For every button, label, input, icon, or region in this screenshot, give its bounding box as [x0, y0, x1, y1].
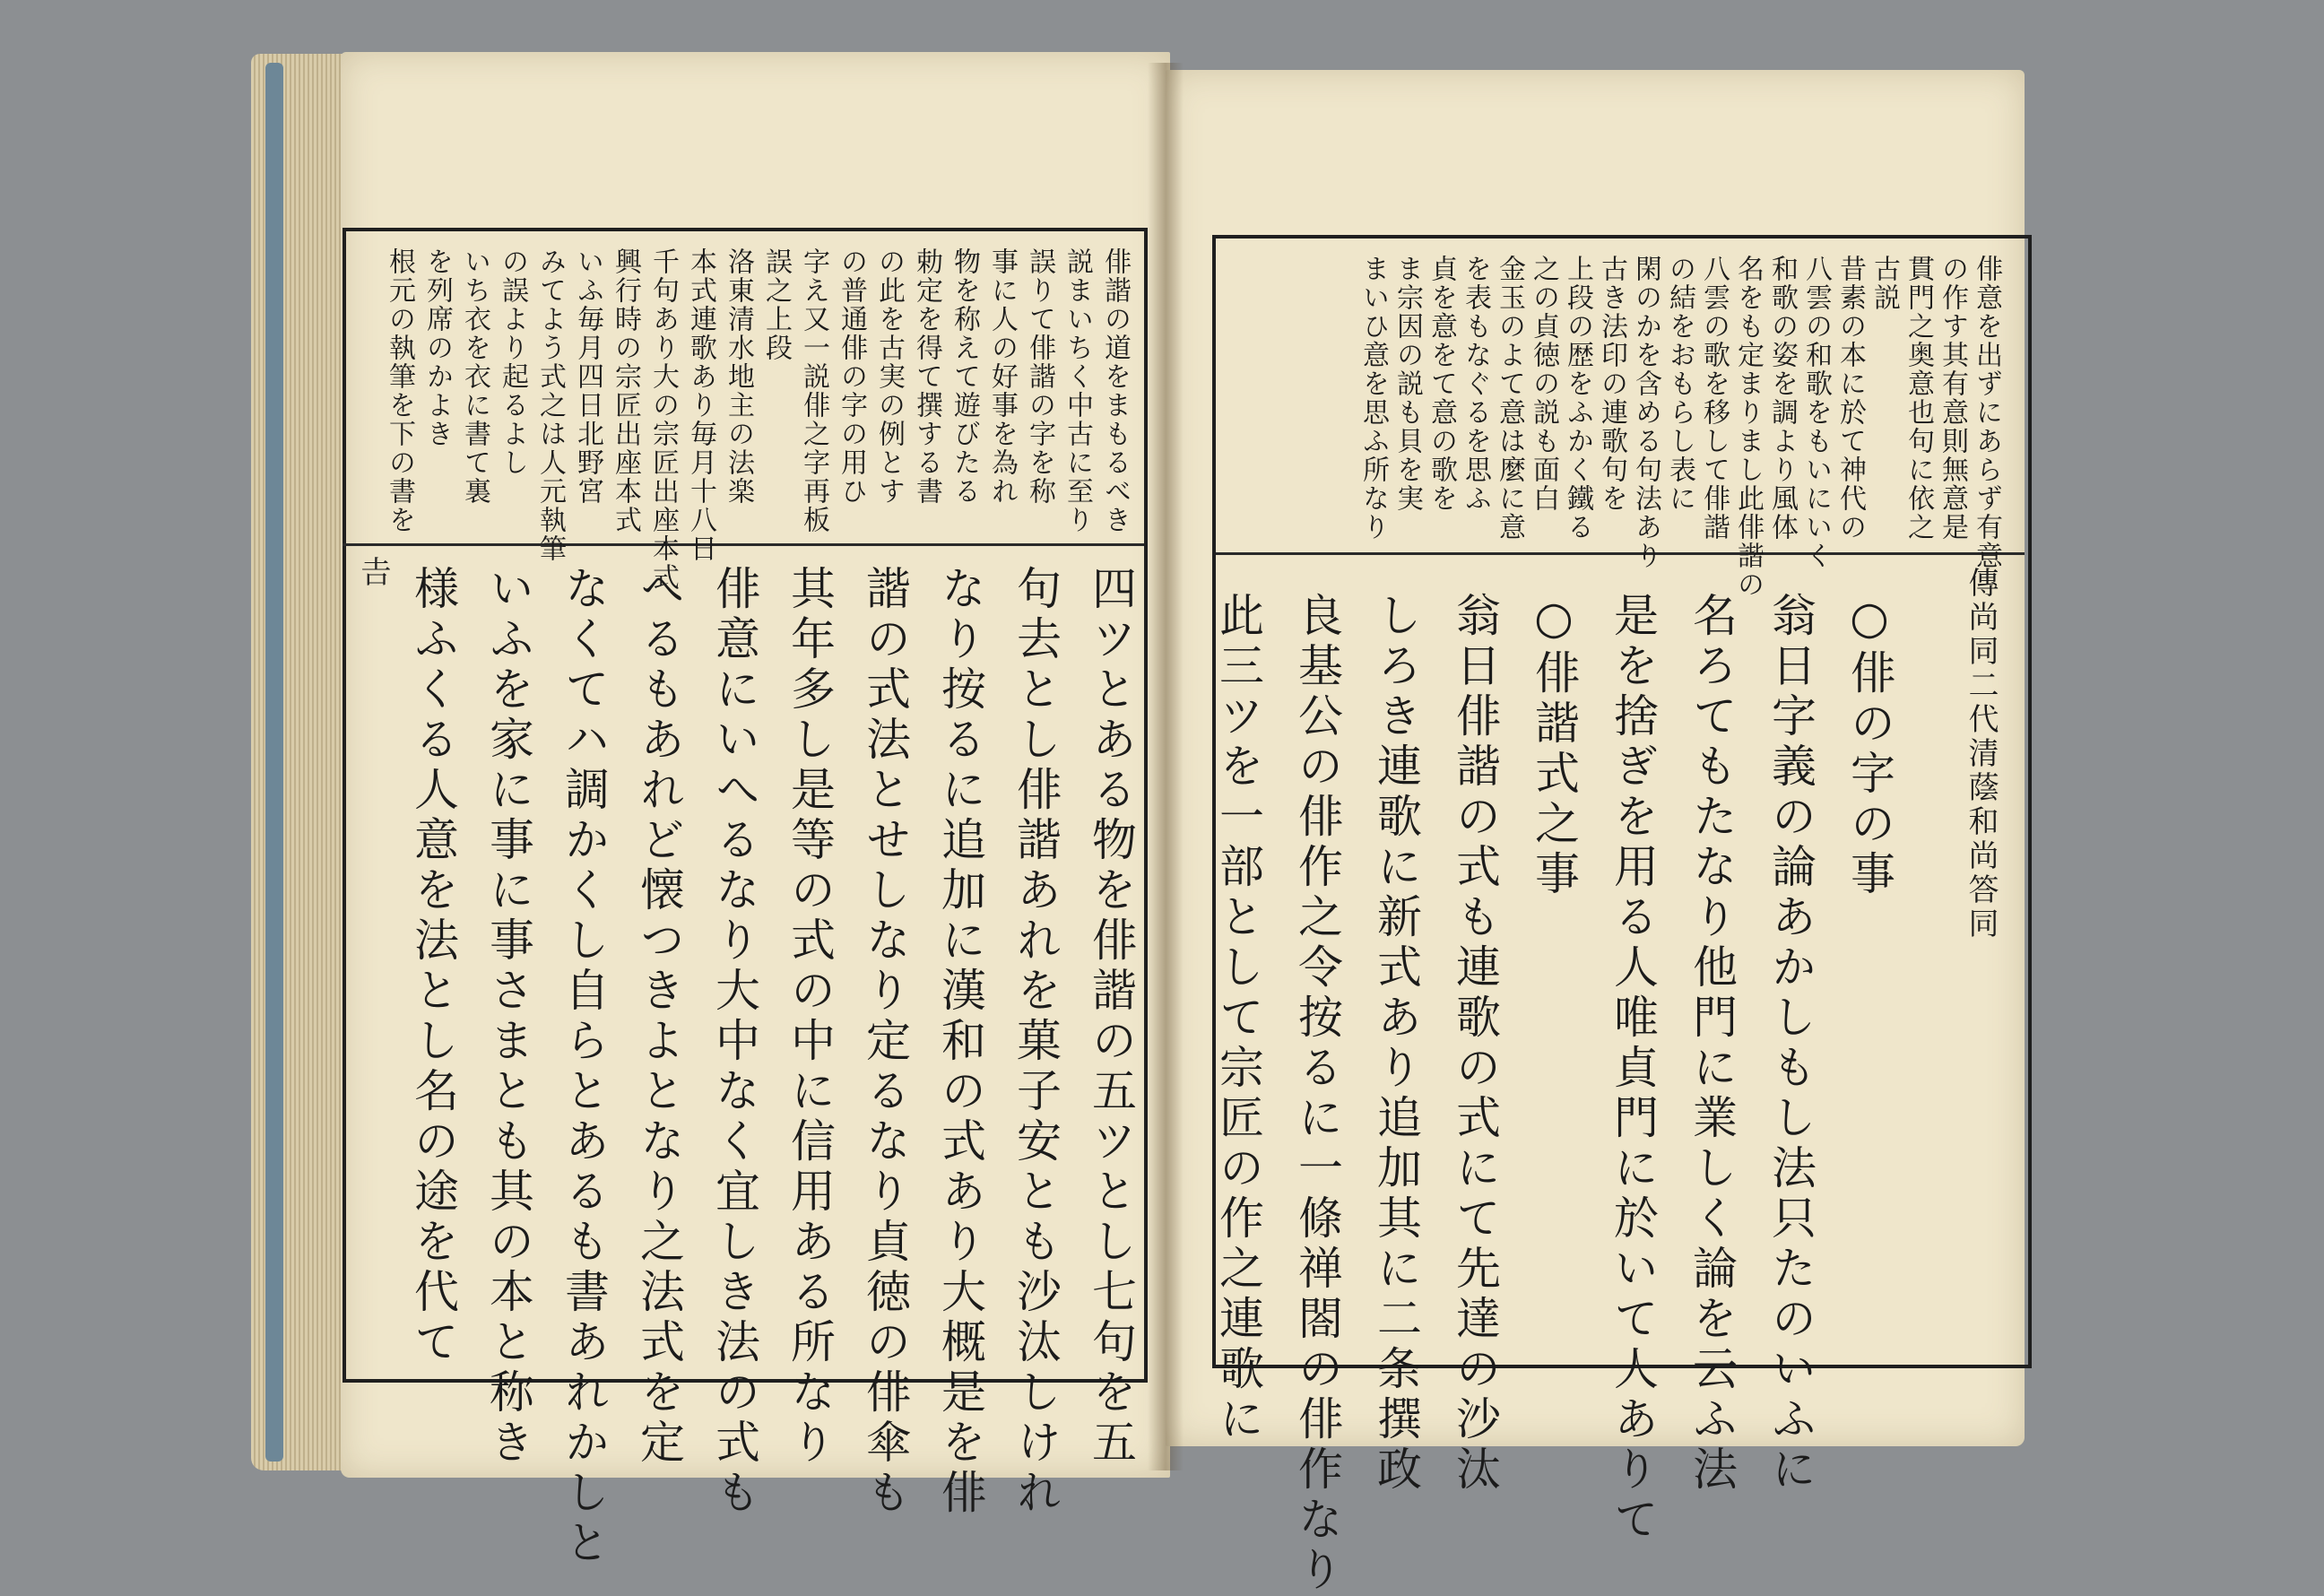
text-column: ○俳諧式之事	[1528, 592, 1580, 900]
note-column: 和歌の姿を調より風体	[1766, 255, 1798, 542]
note-column: 誤りて俳諧の字を称	[1024, 247, 1055, 506]
text-column: 諧の式法とせしなり定るなり貞徳の俳傘も	[859, 565, 911, 1519]
text-column: 句去とし俳諧あれを菓子安とも沙汰しけれ	[1010, 565, 1062, 1519]
gutter-shadow	[1148, 63, 1184, 1470]
note-column: 洛東清水地主の法楽	[723, 247, 754, 506]
text-column: 此三ツを一部として宗匠の作之連歌に	[1212, 592, 1264, 1445]
note-column: 八雲の歌を移して俳諧	[1698, 255, 1730, 542]
note-column: 千句あり大の宗匠出座本式	[647, 247, 679, 592]
note-column: ま宗因の説も貝を実	[1392, 255, 1423, 513]
note-column: 名をも定まりまし此俳諧の	[1732, 255, 1764, 599]
note-column: 昔素の本に於て神代の	[1834, 255, 1866, 542]
note-column: 八雲の和歌をもいにいく	[1800, 255, 1832, 570]
note-column: 勅定を得て撰する書	[911, 247, 942, 506]
text-column: ○俳の字の事	[1843, 592, 1895, 900]
note-column: みてよう式之は人元執筆	[534, 247, 566, 563]
text-column: 翁日俳諧の式も連歌の式にて先達の沙汰	[1449, 592, 1501, 1496]
note-column: 根元の執筆を下の書を	[384, 247, 415, 534]
note-column: 金玉のよて意は麼に意	[1494, 255, 1525, 542]
text-column: 翁日字義の論あかしもし法只たのいふに	[1765, 592, 1817, 1496]
text-column: 様ふくる人意を法とし名の途を代て	[407, 565, 459, 1368]
note-column: の此を古実の例とす	[873, 247, 905, 506]
note-column: の結をおもらし表に	[1664, 255, 1695, 513]
note-column: 貞を意をて意の歌を	[1426, 255, 1457, 513]
note-column: 之の貞徳の説も面白	[1528, 255, 1559, 513]
text-column: なくてハ調かくし自らとあるも書あれかしと	[558, 565, 610, 1569]
note-column: 俳諧の道をまもるべき	[1099, 247, 1131, 534]
note-column: 誤之上段	[760, 247, 792, 362]
text-column: 良基公の俳作之令按るに一條禅閤の俳作なり	[1291, 592, 1343, 1596]
text-column: 其年多し是等の式の中に信用ある所なり	[784, 565, 836, 1469]
text-column: 四ツとある物を俳諧の五ツとし七句を五	[1085, 565, 1137, 1469]
note-column: 説まいちく中古に至り	[1062, 247, 1093, 534]
text-column: 俳意にいへるなり大中なく宜しき法の式も	[708, 565, 760, 1519]
note-column: の作す其有意則無意是	[1937, 255, 1968, 542]
cover-board	[265, 63, 283, 1462]
note-column: 古説	[1869, 255, 1900, 312]
note-column: いち衣を衣に書て裏	[459, 247, 490, 506]
note-column: まいひ意を思ふ所なり	[1357, 255, 1389, 542]
left-divider	[343, 543, 1144, 546]
note-column: 閑のかを含める句法あり	[1630, 255, 1661, 570]
text-column: いふを家に事に事さまとも其の本と称き	[482, 565, 534, 1469]
note-column: の普通俳の字の用ひ	[836, 247, 867, 506]
note-column: 興行時の宗匠出座本式	[610, 247, 641, 534]
note-column: 俳意を出ずにあらず有意	[1971, 255, 2002, 570]
note-column: 本式連歌あり毎月十八日	[685, 247, 716, 563]
note-column: 上段の歴をふかく鐵る	[1562, 255, 1593, 542]
note-column: いふ毎月四日北野宮	[572, 247, 603, 506]
note-column: 字え又一説俳之字再板	[798, 247, 829, 534]
note-column: を表もなぐるを思ふ	[1460, 255, 1491, 513]
text-column: へるもあれど懐つきよとなり之法式を定	[633, 565, 685, 1469]
note-column: を列席のかよき	[421, 247, 453, 448]
right-divider	[1216, 552, 2025, 555]
note-column: 貫門之奥意也句に依之	[1903, 255, 1934, 542]
text-column: 名ろてもたなり他門に業しく論を云ふ法	[1686, 592, 1738, 1496]
note-column: 古き法印の連歌句を	[1596, 255, 1627, 513]
text-column: しろき連歌に新式あり追加其に二条撰政	[1370, 592, 1422, 1496]
right-header: 傳尚同二代清蔭和尚答同	[1963, 567, 1999, 941]
text-column: 是を捨ぎを用る人唯貞門に於いて人ありて	[1607, 592, 1659, 1546]
note-column: 物を称えて遊びたる	[949, 247, 980, 506]
text-column: なり按るに追加に漢和の式あり大概是を俳	[934, 565, 986, 1519]
note-column: の誤より起るよし	[497, 247, 528, 477]
page-number: 𠮷	[355, 556, 391, 586]
note-column: 事に人の好事を為れ	[986, 247, 1018, 506]
